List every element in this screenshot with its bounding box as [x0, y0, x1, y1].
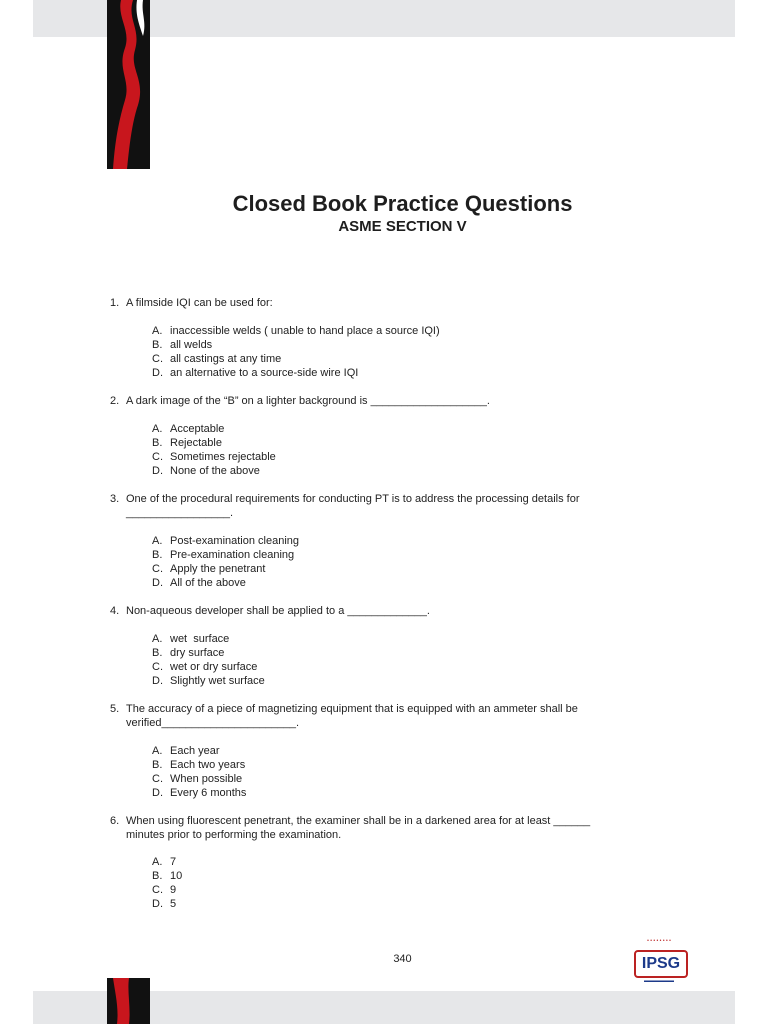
option-c: C. 9	[152, 884, 177, 896]
option-c: C. wet or dry surface	[152, 661, 258, 673]
option-d: D. an alternative to a source-side wire IQI	[152, 367, 359, 379]
option-d: D. All of the above	[152, 577, 246, 589]
option-d: D. None of the above	[152, 465, 260, 477]
question-text: One of the procedural requirements for conducting PT is to address the processing details for _________________.	[126, 493, 580, 519]
question-text: When using fluorescent penetrant, the examiner shall be in a darkened area for at least ______ minutes prior to performing the examination.	[126, 815, 591, 841]
option-a: A. Acceptable	[152, 423, 225, 435]
option-a: A. 7	[152, 856, 177, 868]
logo-mark: IPSG	[634, 950, 688, 978]
option-d: D. Slightly wet surface	[152, 675, 265, 687]
flame-decoration-top	[107, 0, 150, 169]
question-text: The accuracy of a piece of magnetizing equipment that is equipped with an ammeter shall be verified______________________.	[126, 703, 578, 729]
question-4-options	[152, 632, 265, 688]
page-title: Closed Book Practice Questions	[232, 191, 573, 216]
option-a: A. inaccessible welds ( unable to hand place a source IQI)	[152, 325, 440, 337]
option-b: B. Pre-examination cleaning	[152, 549, 295, 561]
question-2-options	[152, 422, 276, 478]
question-number: 2.	[110, 395, 120, 407]
question-text: A filmside IQI can be used for:	[126, 297, 273, 309]
option-a: A. Post-examination cleaning	[152, 535, 300, 547]
ipsg-logo	[626, 938, 692, 990]
option-b: B. Rejectable	[152, 437, 222, 449]
question-3	[110, 492, 630, 520]
option-a: A. Each year	[152, 745, 220, 757]
question-6	[110, 814, 630, 842]
question-number: 6.	[110, 815, 120, 827]
question-6-options	[152, 855, 182, 911]
question-1	[110, 296, 630, 310]
option-b: B. Each two years	[152, 759, 246, 771]
option-c: C. all castings at any time	[152, 353, 282, 365]
option-d: D. 5	[152, 898, 177, 910]
option-c: C. When possible	[152, 773, 243, 785]
question-1-options	[152, 324, 440, 380]
question-3-options	[152, 534, 299, 590]
option-b: B. 10	[152, 870, 183, 882]
page-number: 340	[393, 953, 412, 965]
flame-decoration-bottom	[107, 978, 150, 1024]
option-c: C. Apply the penetrant	[152, 563, 266, 575]
question-text: Non-aqueous developer shall be applied to a _____________.	[126, 605, 430, 617]
question-5	[110, 702, 630, 730]
option-b: B. dry surface	[152, 647, 225, 659]
question-number: 5.	[110, 703, 120, 715]
question-text: A dark image of the “B” on a lighter background is ___________________.	[126, 395, 490, 407]
question-2	[110, 394, 630, 408]
question-number: 4.	[110, 605, 120, 617]
option-b: B. all welds	[152, 339, 213, 351]
option-d: D. Every 6 months	[152, 787, 247, 799]
logo-arc-decoration: • • • • • • • •	[647, 938, 671, 944]
page-subtitle: ASME SECTION V	[338, 218, 467, 235]
option-c: C. Sometimes rejectable	[152, 451, 276, 463]
logo-subtext-decoration: ▬▬▬▬▬▬	[644, 978, 674, 984]
question-5-options	[152, 744, 246, 800]
option-a: A. wet surface	[152, 633, 230, 645]
question-number: 3.	[110, 493, 120, 505]
question-4	[110, 604, 630, 618]
question-number: 1.	[110, 297, 120, 309]
